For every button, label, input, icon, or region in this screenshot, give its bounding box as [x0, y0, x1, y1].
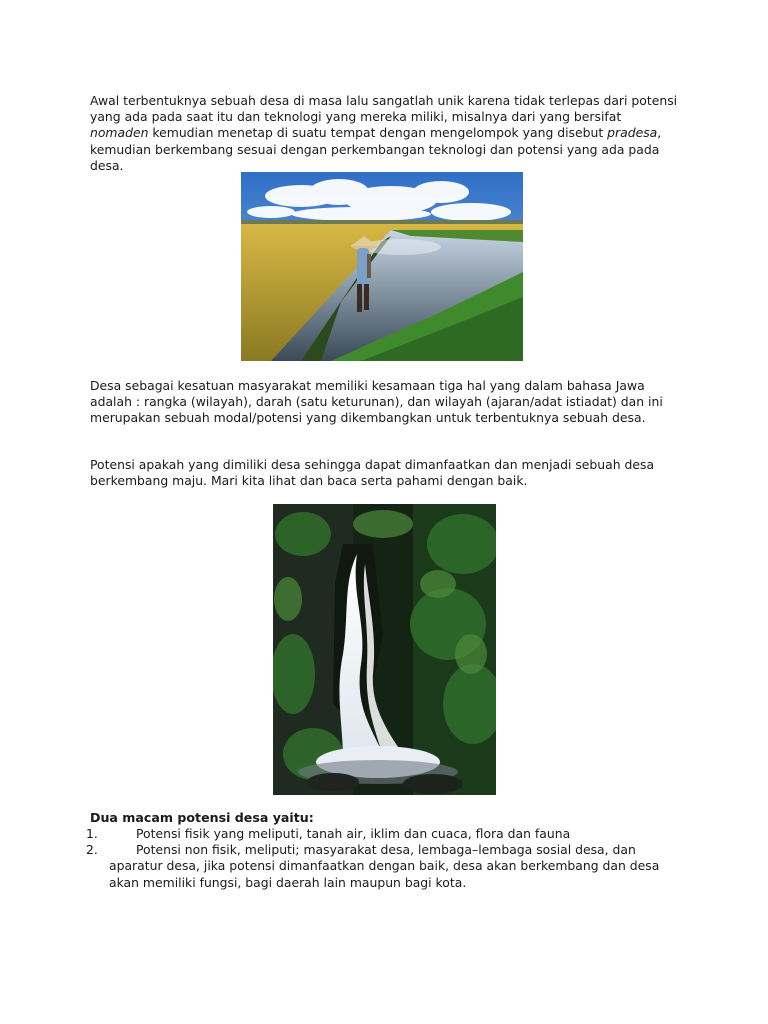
intro-text-b: kemudian menetap di suatu tempat dengan mengelompok yang disebut — [148, 125, 608, 141]
intro-text-a: Awal terbentuknya sebuah desa di masa lalu sangatlah unik karena tidak terlepas dari potensi yang ada pada saat itu dan teknologi yang mereka miliki, misalnya dari yang bersifat — [90, 93, 678, 125]
term-pradesa: pradesa — [607, 125, 658, 141]
potensi-question-paragraph: Potensi apakah yang dimiliki desa sehingga dapat dimanfaatkan dan menjadi sebuah desa berkembang maju. Mari kita lihat dan baca serta pahami dengan baik. — [90, 457, 655, 489]
term-nomaden: nomaden — [90, 125, 149, 141]
list-item-text: Potensi fisik yang meliputi, tanah air, iklim dan cuaca, flora dan fauna — [136, 826, 571, 841]
intro-paragraph — [90, 93, 680, 174]
potensi-list — [86, 826, 686, 891]
potensi-heading: Dua macam potensi desa yaitu: — [90, 810, 314, 825]
list-number: 1. — [86, 826, 98, 841]
list-number: 2. — [86, 842, 98, 858]
rice-field-farmer-photo — [241, 172, 523, 361]
list-item — [86, 826, 686, 842]
list-item-text: Potensi non fisik, meliputi; masyarakat desa, lembaga–lembaga sosial desa, dan aparatur desa, jika potensi dimanfaatkan dengan baik, desa akan berkembang dan desa akan memiliki fungsi, bagi daerah lain maupun bagi kota. — [109, 842, 660, 890]
intro-text-c: , kemudian berkembang sesuai dengan perkembangan teknologi dan potensi yang ada pada desa. — [90, 125, 662, 173]
list-item — [86, 842, 686, 891]
desa-definition-paragraph: Desa sebagai kesatuan masyarakat memiliki kesamaan tiga hal yang dalam bahasa Jawa adalah : rangka (wilayah), darah (satu keturunan), dan wilayah (ajaran/adat istiadat) dan ini merupakan sebuah modal/potensi yang dikembangkan untuk terbentuknya sebuah desa. — [90, 378, 663, 426]
waterfall-photo — [273, 504, 496, 795]
